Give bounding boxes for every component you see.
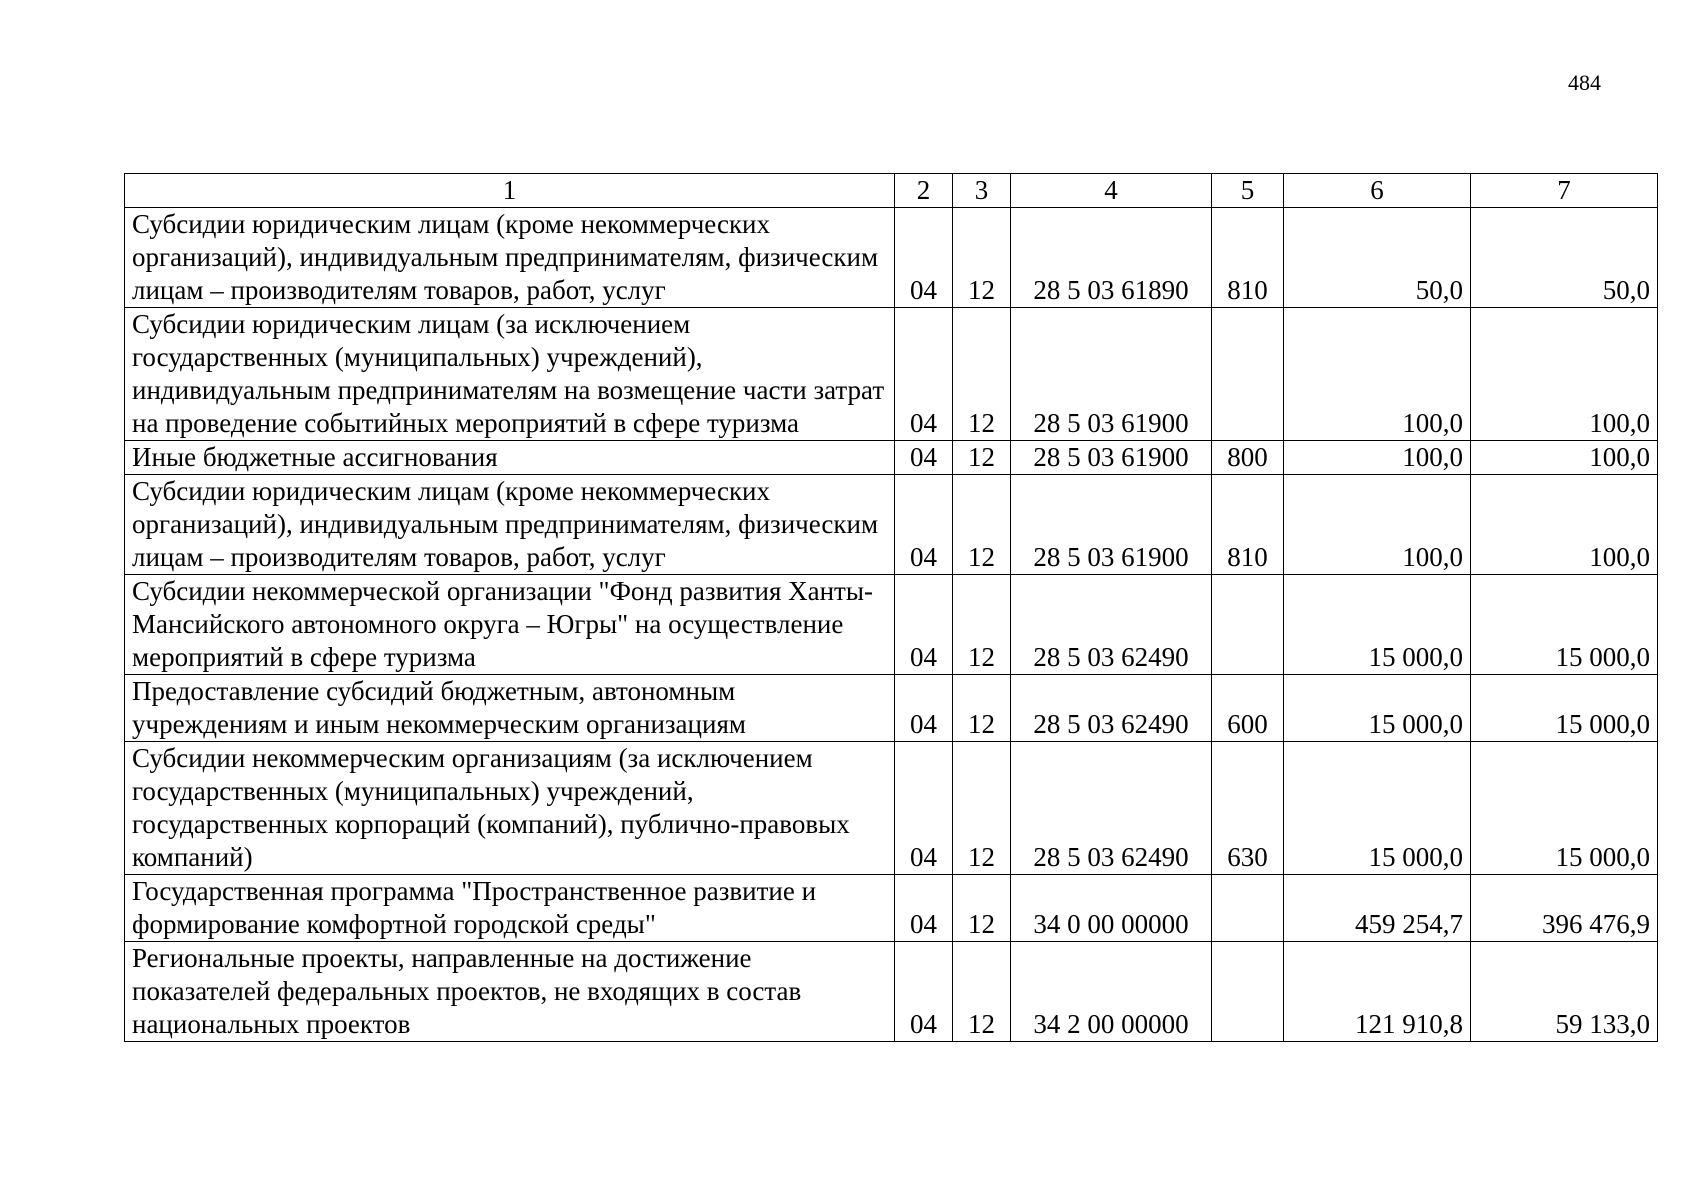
row-rz: 04 — [895, 742, 953, 875]
table-row — [125, 742, 1658, 875]
row-name: Государственная программа "Пространственное развитие и формирование комфортной городской среды" — [125, 875, 895, 942]
row-sum-1: 15 000,0 — [1284, 675, 1471, 742]
row-sum-1: 50,0 — [1284, 208, 1471, 308]
column-header-7: 7 — [1471, 174, 1658, 208]
row-pr: 12 — [953, 575, 1011, 675]
column-header-3: 3 — [953, 174, 1011, 208]
row-sum-2: 50,0 — [1471, 208, 1658, 308]
row-sum-1: 15 000,0 — [1284, 575, 1471, 675]
table-row — [125, 208, 1658, 308]
row-csr: 28 5 03 61890 — [1011, 208, 1212, 308]
row-pr: 12 — [953, 675, 1011, 742]
row-sum-1: 100,0 — [1284, 308, 1471, 441]
page-number: 484 — [1568, 70, 1601, 95]
row-vr — [1212, 942, 1284, 1042]
row-rz: 04 — [895, 575, 953, 675]
table-row — [125, 875, 1658, 942]
row-csr: 28 5 03 61900 — [1011, 475, 1212, 575]
row-pr: 12 — [953, 441, 1011, 475]
row-vr — [1212, 575, 1284, 675]
budget-table — [124, 173, 1658, 1042]
row-pr: 12 — [953, 875, 1011, 942]
row-rz: 04 — [895, 675, 953, 742]
table-row — [125, 575, 1658, 675]
row-sum-2: 15 000,0 — [1471, 675, 1658, 742]
row-sum-1: 100,0 — [1284, 441, 1471, 475]
row-csr: 28 5 03 62490 — [1011, 575, 1212, 675]
row-vr — [1212, 308, 1284, 441]
table-row — [125, 441, 1658, 475]
row-vr: 800 — [1212, 441, 1284, 475]
table-header-row — [125, 174, 1658, 208]
row-rz: 04 — [895, 441, 953, 475]
row-csr: 28 5 03 61900 — [1011, 308, 1212, 441]
table-row — [125, 475, 1658, 575]
row-sum-2: 100,0 — [1471, 475, 1658, 575]
row-vr: 810 — [1212, 475, 1284, 575]
table-row — [125, 942, 1658, 1042]
row-pr: 12 — [953, 742, 1011, 875]
column-header-1: 1 — [125, 174, 895, 208]
row-sum-2: 15 000,0 — [1471, 742, 1658, 875]
row-sum-1: 100,0 — [1284, 475, 1471, 575]
row-rz: 04 — [895, 875, 953, 942]
row-name: Региональные проекты, направленные на достижение показателей федеральных проектов, не входящих в состав национальных проектов — [125, 942, 895, 1042]
row-sum-2: 59 133,0 — [1471, 942, 1658, 1042]
row-name: Субсидии юридическим лицам (кроме некоммерческих организаций), индивидуальным предпринимателям, физическим лицам – производителям товаров, работ, услуг — [125, 208, 895, 308]
row-sum-2: 396 476,9 — [1471, 875, 1658, 942]
row-csr: 34 0 00 00000 — [1011, 875, 1212, 942]
row-name: Предоставление субсидий бюджетным, автономным учреждениям и иным некоммерческим организациям — [125, 675, 895, 742]
row-sum-2: 15 000,0 — [1471, 575, 1658, 675]
column-header-5: 5 — [1212, 174, 1284, 208]
row-sum-2: 100,0 — [1471, 308, 1658, 441]
row-name: Иные бюджетные ассигнования — [125, 441, 895, 475]
table-row — [125, 308, 1658, 441]
column-header-4: 4 — [1011, 174, 1212, 208]
row-vr: 600 — [1212, 675, 1284, 742]
row-name: Субсидии юридическим лицам (за исключением государственных (муниципальных) учреждений), индивидуальным предпринимателям на возмещение части затрат на проведение событийных мероприятий в сфере туризма — [125, 308, 895, 441]
row-pr: 12 — [953, 942, 1011, 1042]
column-header-6: 6 — [1284, 174, 1471, 208]
row-pr: 12 — [953, 475, 1011, 575]
table-row — [125, 675, 1658, 742]
row-sum-2: 100,0 — [1471, 441, 1658, 475]
row-csr: 28 5 03 62490 — [1011, 675, 1212, 742]
row-name: Субсидии некоммерческим организациям (за исключением государственных (муниципальных) учреждений, государственных корпораций (компаний), публично-правовых компаний) — [125, 742, 895, 875]
row-rz: 04 — [895, 942, 953, 1042]
row-rz: 04 — [895, 308, 953, 441]
row-vr: 810 — [1212, 208, 1284, 308]
row-rz: 04 — [895, 475, 953, 575]
row-csr: 34 2 00 00000 — [1011, 942, 1212, 1042]
row-rz: 04 — [895, 208, 953, 308]
row-vr: 630 — [1212, 742, 1284, 875]
row-sum-1: 459 254,7 — [1284, 875, 1471, 942]
column-header-2: 2 — [895, 174, 953, 208]
row-csr: 28 5 03 62490 — [1011, 742, 1212, 875]
row-sum-1: 15 000,0 — [1284, 742, 1471, 875]
row-pr: 12 — [953, 208, 1011, 308]
row-vr — [1212, 875, 1284, 942]
row-name: Субсидии юридическим лицам (кроме некоммерческих организаций), индивидуальным предпринимателям, физическим лицам – производителям товаров, работ, услуг — [125, 475, 895, 575]
row-sum-1: 121 910,8 — [1284, 942, 1471, 1042]
row-name: Субсидии некоммерческой организации "Фонд развития Ханты-Мансийского автономного округа – Югры" на осуществление мероприятий в сфере туризма — [125, 575, 895, 675]
row-pr: 12 — [953, 308, 1011, 441]
row-csr: 28 5 03 61900 — [1011, 441, 1212, 475]
